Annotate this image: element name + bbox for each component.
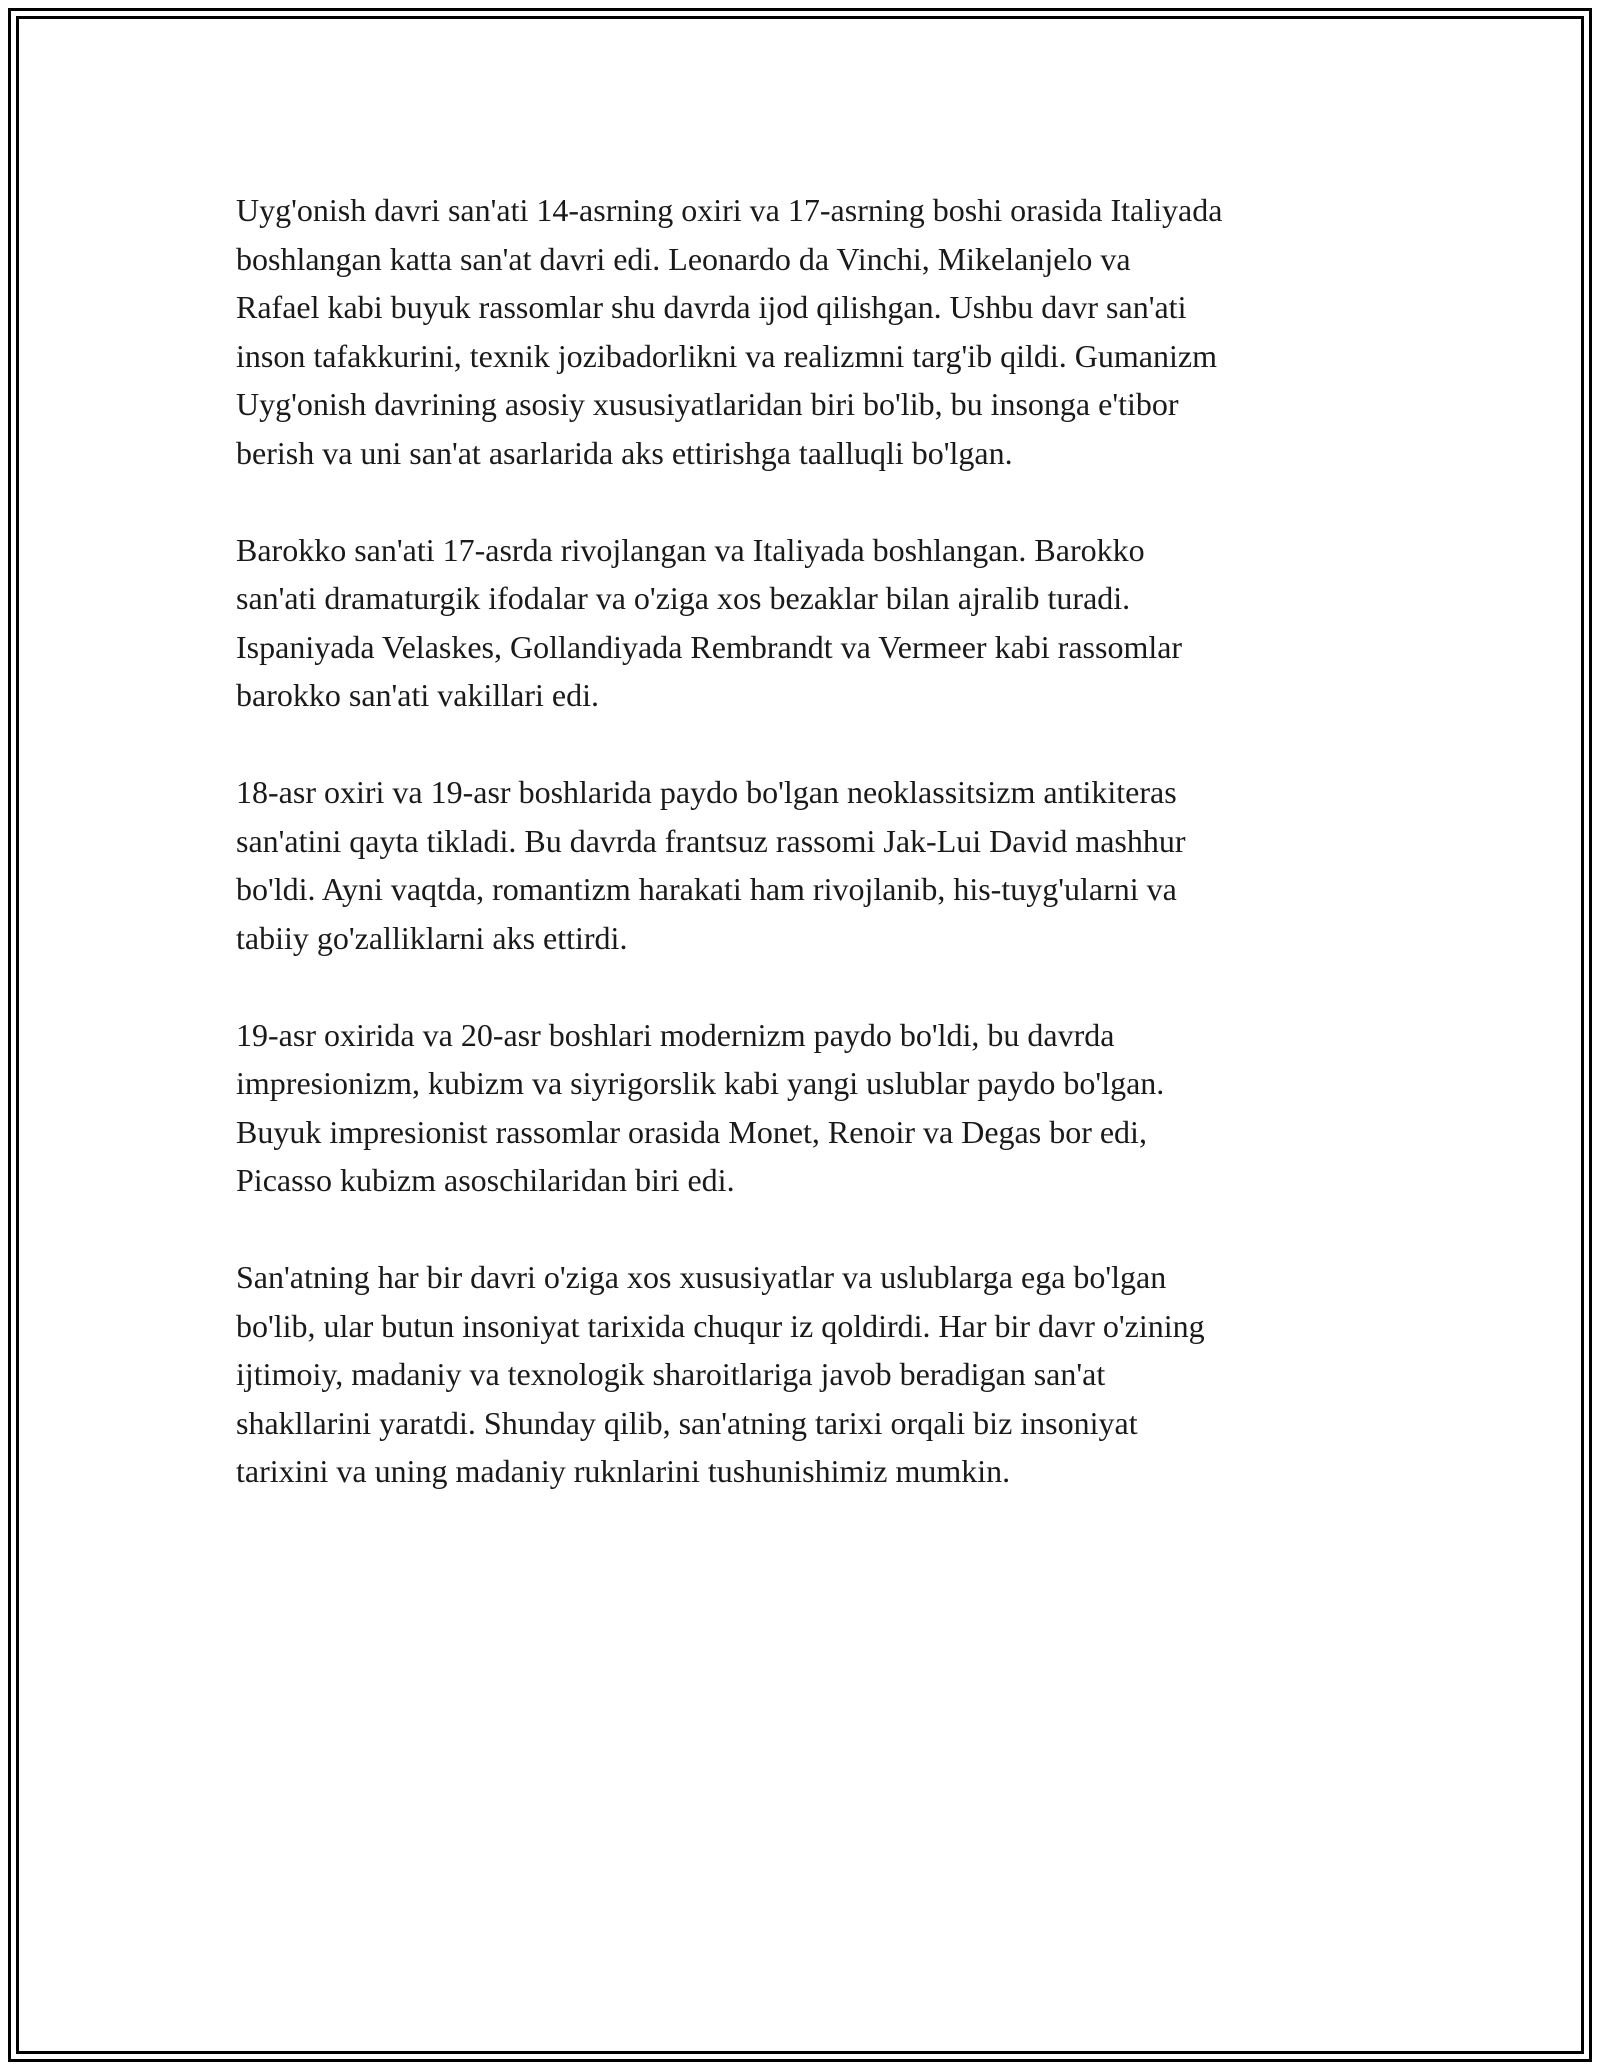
- paragraph-modernism: [236, 1011, 1386, 1205]
- text-line: 18-asr oxiri va 19-asr boshlarida paydo bo'lgan neoklassitsizm antikiteras: [236, 774, 1177, 810]
- text-line: Ispaniyada Velaskes, Gollandiyada Rembrandt va Vermeer kabi rassomlar: [236, 628, 1183, 665]
- text-line: Barokko san'ati 17-asrda rivojlangan va Italiyada boshlangan. Barokko: [236, 531, 1145, 568]
- paragraph-conclusion: [236, 1253, 1386, 1496]
- paragraph-renaissance: [236, 186, 1386, 477]
- paragraph-baroque: [236, 526, 1386, 720]
- text-line: bo'ldi. Ayni vaqtda, romantizm harakati ham rivojlanib, his-tuyg'ularni va: [236, 871, 1177, 907]
- text-line: Uyg'onish davrining asosiy xususiyatlaridan biri bo'lib, bu insonga e'tibor: [236, 386, 1179, 422]
- text-line: Uyg'onish davri san'ati 14-asrning oxiri va 17-asrning boshi orasida Italiyada: [236, 192, 1223, 228]
- text-line: San'atning har bir davri o'ziga xos xususiyatlar va uslublarga ega bo'lgan: [236, 1259, 1167, 1295]
- text-line: barokko san'ati vakillari edi.: [236, 677, 599, 713]
- text-line: boshlangan katta san'at davri edi. Leonardo da Vinchi, Mikelanjelo va: [236, 240, 1131, 277]
- document-body: [236, 186, 1386, 1544]
- text-line: shakllarini yaratdi. Shunday qilib, san'atning tarixi orqali biz insoniyat: [236, 1404, 1138, 1441]
- text-line: tabiiy go'zalliklarni aks ettirdi.: [236, 919, 628, 956]
- text-line: inson tafakkurini, texnik jozibadorlikni va realizmni targ'ib qildi. Gumanizm: [236, 337, 1217, 374]
- text-line: Rafael kabi buyuk rassomlar shu davrda ijod qilishgan. Ushbu davr san'ati: [236, 289, 1187, 325]
- text-line: ijtimoiy, madaniy va texnologik sharoitlariga javob beradigan san'at: [236, 1356, 1106, 1392]
- text-line: Picasso kubizm asoschilaridan biri edi.: [236, 1162, 735, 1198]
- text-line: bo'lib, ular butun insoniyat tarixida chuqur iz qoldirdi. Har bir davr o'zining: [236, 1307, 1205, 1344]
- text-line: tarixini va uning madaniy ruknlarini tushunishimiz mumkin.: [236, 1453, 1011, 1489]
- text-line: impresionizm, kubizm va siyrigorslik kabi yangi uslublar paydo bo'lgan.: [236, 1065, 1165, 1101]
- paragraph-neoclassicism: [236, 768, 1386, 962]
- text-line: san'atini qayta tikladi. Bu davrda frantsuz rassomi Jak-Lui David mashhur: [236, 822, 1186, 859]
- text-line: san'ati dramaturgik ifodalar va o'ziga xos bezaklar bilan ajralib turadi.: [236, 580, 1131, 616]
- text-line: Buyuk impresionist rassomlar orasida Monet, Renoir va Degas bor edi,: [236, 1113, 1147, 1150]
- text-line: berish va uni san'at asarlarida aks ettirishga taalluqli bo'lgan.: [236, 434, 1013, 471]
- text-line: 19-asr oxirida va 20-asr boshlari modernizm paydo bo'ldi, bu davrda: [236, 1016, 1115, 1053]
